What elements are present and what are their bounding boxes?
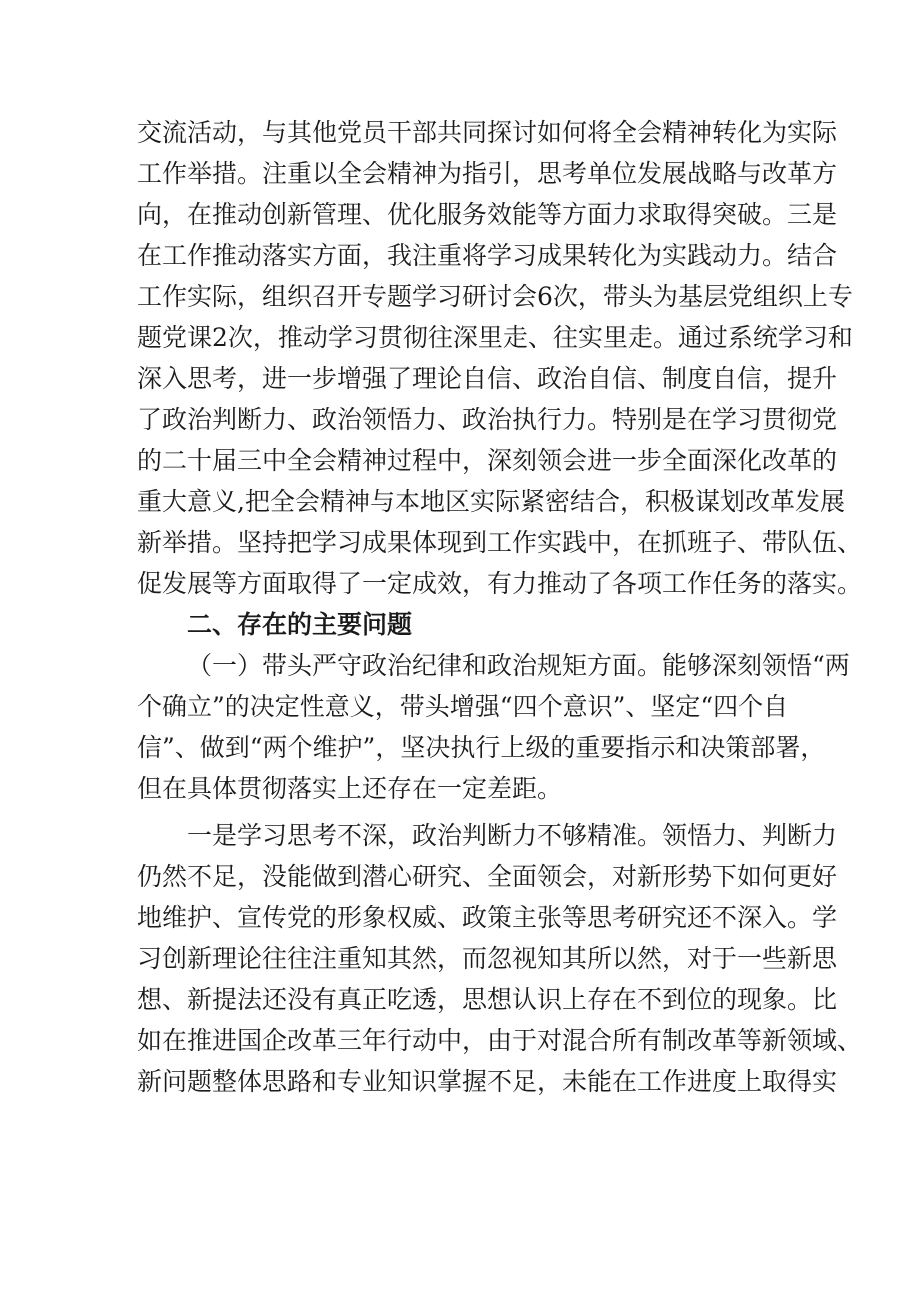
text-line: 新举措。坚持把学习成果体现到工作实践中，在抓班子、带队伍、 — [137, 528, 863, 557]
document-body — [137, 112, 863, 1102]
text-line: 了政治判断力、政治领悟力、政治执行力。特别是在学习贯彻党 — [137, 405, 838, 434]
section-heading: 二、存在的主要问题 — [187, 610, 413, 639]
text-line: 深入思考，进一步增强了理论自信、政治自信、制度自信，提升 — [137, 364, 838, 393]
text-line: 交流活动，与其他党员干部共同探讨如何将全会精神转化为实际 — [137, 118, 838, 147]
text-line: 一是学习思考不深，政治判断力不够精准。领悟力、判断力 — [187, 821, 838, 850]
text-line: 在工作推动落实方面，我注重将学习成果转化为实践动力。结合 — [137, 241, 838, 270]
text-line: 地维护、宣传党的形象权威、政策主张等思考研究还不深入。学 — [137, 903, 838, 932]
text-line: 想、新提法还没有真正吃透，思想认识上存在不到位的现象。比 — [137, 985, 838, 1014]
text-line: 向，在推动创新管理、优化服务效能等方面力求取得突破。三是 — [137, 200, 838, 229]
paragraph-political-discipline — [137, 645, 850, 809]
paragraph-study-achievements — [137, 112, 863, 604]
text-line: 仍然不足，没能做到潜心研究、全面领会，对新形势下如何更好 — [137, 862, 838, 891]
text-line: 新问题整体思路和专业知识掌握不足，未能在工作进度上取得实 — [137, 1067, 838, 1096]
text-line: 工作实际，组织召开专题学习研讨会6次，带头为基层党组织上专 — [137, 282, 853, 311]
text-line: 的二十届三中全会精神过程中，深刻领会进一步全面深化改革的 — [137, 446, 838, 475]
text-line: 重大意义,把全会精神与本地区实际紧密结合，积极谋划改革发展 — [137, 487, 845, 516]
text-line: 信”、做到“两个维护”，坚决执行上级的重要指示和决策部署， — [137, 733, 826, 762]
text-line: 题党课2次，推动学习贯彻往深里走、往实里走。通过系统学习和 — [137, 323, 853, 352]
text-line: 但在具体贯彻落实上还存在一定差距。 — [137, 774, 563, 803]
text-line: 如在推进国企改革三年行动中，由于对混合所有制改革等新领域、 — [137, 1026, 863, 1055]
text-line: （一）带头严守政治纪律和政治规矩方面。能够深刻领悟“两 — [187, 651, 850, 680]
text-line: 工作举措。注重以全会精神为指引，思考单位发展战略与改革方 — [137, 159, 838, 188]
text-line: 促发展等方面取得了一定成效，有力推动了各项工作任务的落实。 — [137, 569, 863, 598]
paragraph-study-thinking — [137, 815, 863, 1102]
text-line: 个确立”的决定性意义，带头增强“四个意识”、坚定“四个自 — [137, 692, 789, 721]
text-line: 习创新理论往往注重知其然，而忽视知其所以然，对于一些新思 — [137, 944, 838, 973]
